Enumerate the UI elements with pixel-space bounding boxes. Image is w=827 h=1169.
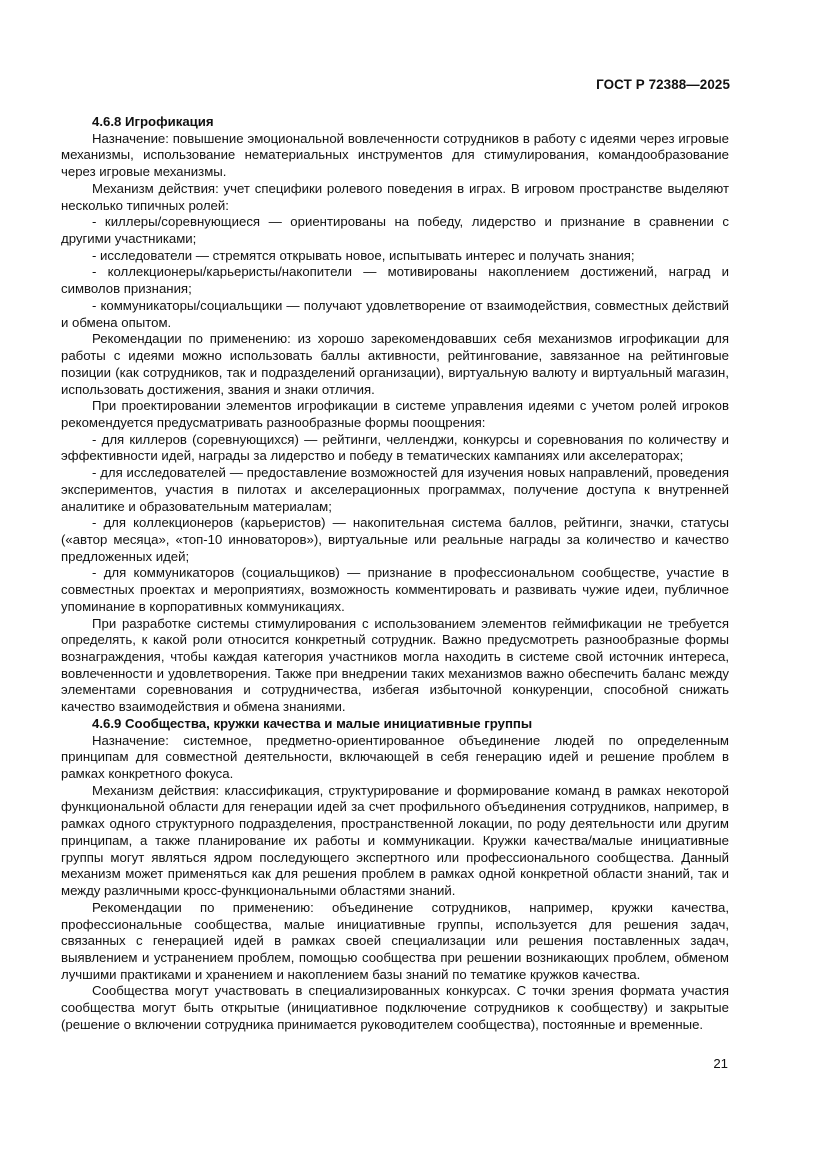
list-item: - киллеры/соревнующиеся — ориентированы на победу, лидерство и признание в сравнении с другими участниками; <box>61 214 729 247</box>
page-number: 21 <box>713 1056 728 1071</box>
paragraph: Сообщества могут участвовать в специализированных конкурсах. С точки зрения формата участия сообщества могут быть открытые (инициативное подключение сотрудников к сообществу) и закрытые (решение о включении сотрудника принимается руководителем сообщества), постоянные и временные. <box>61 983 729 1032</box>
document-body <box>61 114 729 1034</box>
paragraph: Рекомендации по применению: объединение сотрудников, например, кружки качества, профессиональные сообщества, малые инициативные группы, используется для решения задач, связанных с генерацией идей в рамках своей специализации или решения поставленных задач, выявлением и устранением проблем, помощью сообщества при решении возникающих проблем, обменом лучшими практиками и хранением и накоплением базы знаний по тематике кружков качества. <box>61 899 729 982</box>
list-item: - коллекционеры/карьеристы/накопители — мотивированы накоплением достижений, наград и символов признания; <box>61 264 729 297</box>
list-item: - для исследователей — предоставление возможностей для изучения новых направлений, проведения экспериментов, участия в пилотах и акселерационных программах, получение доступа к внутренней аналитике и образовательным материалам; <box>61 465 729 514</box>
list-item: - для киллеров (соревнующихся) — рейтинги, челленджи, конкурсы и соревнования по количеству и эффективности идей, награды за лидерство и победу в тематических кампаниях или акселераторах; <box>61 431 729 464</box>
paragraph: Механизм действия: учет специфики ролевого поведения в играх. В игровом пространстве выделяют несколько типичных ролей: <box>61 180 729 213</box>
paragraph: При разработке системы стимулирования с использованием элементов геймификации не требуется определять, к какой роли относится конкретный сотрудник. Важно предусмотреть разнообразные формы вознаграждения, чтобы каждая категория участников могла находить в системе свой источник интереса, вовлеченности и удовлетворения. Также при внедрении таких механизмов важно обеспечить баланс между элементами соревнования и сотрудничества, избегая избыточной конкуренции, способной снижать качество взаимодействия и обмена знаниями. <box>61 615 729 715</box>
paragraph: Назначение: повышение эмоциональной вовлеченности сотрудников в работу с идеями через игровые механизмы, использование нематериальных инструментов для стимулирования, командообразование через игровые механизмы. <box>61 130 729 180</box>
list-item: - для коллекционеров (карьеристов) — накопительная система баллов, рейтинги, значки, статусы («автор месяца», «топ-10 инноваторов»), виртуальные или реальные награды за количество и качество предложенных идей; <box>61 515 729 564</box>
paragraph: Механизм действия: классификация, структурирование и формирование команд в рамках некоторой функциональной области для генерации идей за счет профильного объединения сотрудников, например, в рамках одного структурного подразделения, пространственной локации, по роду деятельности или другим принципам, а также планирование их работы и коммуникации. Кружки качества/малые инициативные группы могут являться ядром последующего экспертного или профессионального сообщества. Данный механизм может применяться как для решения проблем в рамках одной конкретной области знаний, так и между различными кросс-функциональными областями знаний. <box>61 782 729 899</box>
section-heading: 4.6.8 Игрофикация <box>92 114 214 129</box>
list-item: - исследователи — стремятся открывать новое, испытывать интерес и получать знания; <box>92 247 635 263</box>
list-item: - для коммуникаторов (социальщиков) — признание в профессиональном сообществе, участие в совместных проектах и мероприятиях, возможность комментировать и развивать чужие идеи, публичное упоминание в корпоративных коммуникациях. <box>61 565 729 614</box>
list-item: - коммуникаторы/социальщики — получают удовлетворение от взаимодействия, совместных действий и обмена опытом. <box>61 297 729 330</box>
section-heading: 4.6.9 Сообщества, кружки качества и малые инициативные группы <box>92 715 533 731</box>
paragraph: Рекомендации по применению: из хорошо зарекомендовавших себя механизмов игрофикации для работы с идеями можно использовать баллы активности, рейтингование, завязанное на рейтинговые позиции (как сотрудников, так и подразделений организации), виртуальную валюту и виртуальный магазин, использовать достижения, звания и знаки отличия. <box>61 331 729 397</box>
standard-code: ГОСТ Р 72388—2025 <box>596 77 730 92</box>
paragraph: Назначение: системное, предметно-ориентированное объединение людей по определенным принципам для совместной деятельности, включающей в себя генерацию идей и решение проблем в рамках конкретного фокуса. <box>61 732 729 782</box>
paragraph: При проектировании элементов игрофикации в системе управления идеями с учетом ролей игроков рекомендуется предусматривать разнообразные формы поощрения: <box>61 398 729 430</box>
